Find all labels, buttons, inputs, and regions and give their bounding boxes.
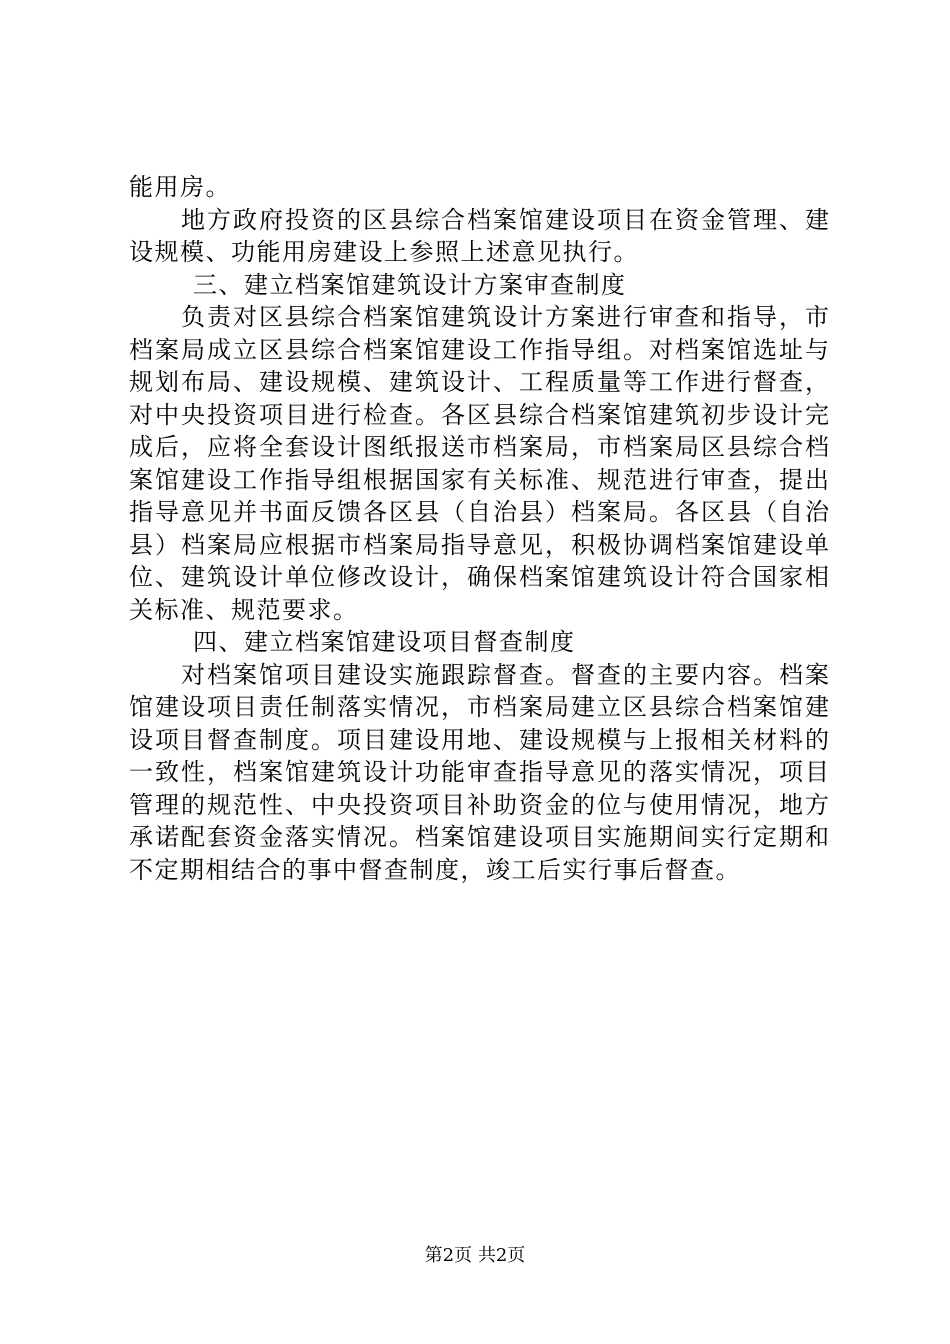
paragraph-line: 指导意见并书面反馈各区县（自治县）档案局。各区县（自治 <box>129 498 829 526</box>
paragraph-line: 对档案馆项目建设实施跟踪督查。督查的主要内容。档案 <box>181 660 829 689</box>
paragraph-line: 规划布局、建设规模、建筑设计、工程质量等工作进行督查， <box>129 368 829 396</box>
paragraph-line: 不定期相结合的事中督查制度，竣工后实行事后督查。 <box>129 855 741 884</box>
paragraph-line: 一致性，档案馆建筑设计功能审查指导意见的落实情况，项目 <box>129 758 829 786</box>
paragraph-line: 地方政府投资的区县综合档案馆建设项目在资金管理、建 <box>181 205 829 234</box>
paragraph-line: 设项目督查制度。项目建设用地、建设规模与上报相关材料的 <box>129 725 829 754</box>
paragraph-line: 能用房。 <box>129 173 231 201</box>
paragraph-line: 对中央投资项目进行检查。各区县综合档案馆建筑初步设计完 <box>129 400 829 429</box>
paragraph-line: 管理的规范性、中央投资项目补助资金的位与使用情况，地方 <box>129 790 829 819</box>
page-number-footer: 第2页 共2页 <box>424 1245 526 1266</box>
paragraph-line: 设规模、功能用房建设上参照上述意见执行。 <box>129 238 639 266</box>
section-heading: 四、建立档案馆建设项目督查制度 <box>193 628 576 656</box>
paragraph-line: 关标准、规范要求。 <box>129 595 359 624</box>
paragraph-line: 承诺配套资金落实情况。档案馆建设项目实施期间实行定期和 <box>129 823 829 851</box>
paragraph-line: 成后，应将全套设计图纸报送市档案局，市档案局区县综合档 <box>129 433 829 461</box>
document-body <box>129 171 829 886</box>
paragraph-line: 位、建筑设计单位修改设计，确保档案馆建筑设计符合国家相 <box>129 563 829 591</box>
paragraph-line: 馆建设项目责任制落实情况，市档案局建立区县综合档案馆建 <box>129 693 829 721</box>
paragraph-line: 负责对区县综合档案馆建筑设计方案进行审查和指导，市 <box>181 303 829 331</box>
paragraph-line: 案馆建设工作指导组根据国家有关标准、规范进行审查，提出 <box>129 465 829 494</box>
paragraph-line: 档案局成立区县综合档案馆建设工作指导组。对档案馆选址与 <box>129 335 829 364</box>
paragraph-line: 县）档案局应根据市档案局指导意见，积极协调档案馆建设单 <box>129 530 829 559</box>
section-heading: 三、建立档案馆建筑设计方案审查制度 <box>193 270 627 299</box>
